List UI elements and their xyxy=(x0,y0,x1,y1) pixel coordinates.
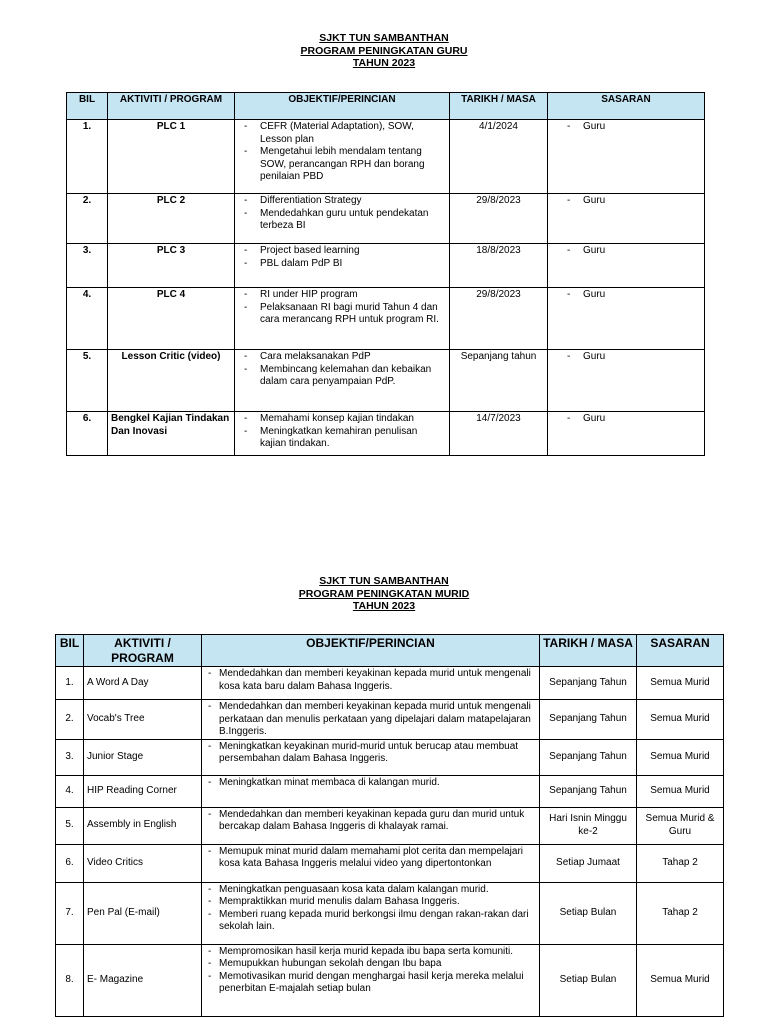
sasaran-cell: Tahap 2 xyxy=(637,844,724,882)
objektif-item: - Mendedahkan dan memberi keyakinan kepada murid untuk mengenali perkataan dan menulis perkataan yang dipelajari dalam matapelajaran B.Inggeris. xyxy=(205,701,536,739)
objektif-cell xyxy=(202,882,540,944)
tarikh-cell: Hari Isnin Minggu ke-2 xyxy=(540,807,637,844)
objektif-item: - Mendedahkan dan memberi keyakinan kepada guru dan murid untuk bercakap dalam Bahasa Inggeris di khalayak ramai. xyxy=(205,809,536,834)
tarikh-cell: 29/8/2023 xyxy=(450,194,548,244)
guru-header-row xyxy=(67,93,705,120)
sasaran-text: Guru xyxy=(583,413,606,424)
bil-cell: 8. xyxy=(56,944,84,1016)
murid-program-title: PROGRAM PENINGKATAN MURID xyxy=(298,587,470,600)
sasaran-cell xyxy=(548,194,705,244)
tarikh-cell: Sepanjang Tahun xyxy=(540,775,637,807)
aktiviti-cell: Junior Stage xyxy=(84,739,202,775)
table-row xyxy=(56,844,724,882)
objektif-item: - Memupuk minat murid dalam memahami plot cerita dan mempelajari kosa kata Bahasa Inggeris melalui video yang dipertontonkan xyxy=(205,846,536,871)
objektif-item: - Memotivasikan murid dengan menghargai hasil kerja mereka melalui penerbitan E-majalah setiap bulan xyxy=(205,971,536,996)
header-tarikh: TARIKH / MASA xyxy=(450,93,548,120)
header-objektif: OBJEKTIF/PERINCIAN xyxy=(202,635,540,667)
header-aktiviti: AKTIVITI / PROGRAM xyxy=(84,635,202,667)
table-row xyxy=(67,350,705,412)
objektif-cell xyxy=(202,667,540,700)
bil-cell: 5. xyxy=(67,350,108,412)
aktiviti-cell: Pen Pal (E-mail) xyxy=(84,882,202,944)
header-objektif: OBJEKTIF/PERINCIAN xyxy=(235,93,450,120)
sasaran-item xyxy=(551,121,701,134)
aktiviti-cell: Video Critics xyxy=(84,844,202,882)
header-sasaran: SASARAN xyxy=(637,635,724,667)
sasaran-cell xyxy=(548,120,705,194)
tarikh-cell: 29/8/2023 xyxy=(450,288,548,350)
objektif-item: - Meningkatkan keyakinan murid-murid untuk berucap atau membuat persembahan dalam Bahasa Inggeris. xyxy=(205,741,536,766)
table-row xyxy=(56,882,724,944)
bil-cell: 1. xyxy=(56,667,84,700)
objektif-item: - Membincang kelemahan dan kebaikan dalam cara penyampaian PdP. xyxy=(238,364,446,389)
header-sasaran: SASARAN xyxy=(548,93,705,120)
aktiviti-cell: A Word A Day xyxy=(84,667,202,700)
objektif-item: - RI under HIP program xyxy=(238,289,446,302)
sasaran-item xyxy=(551,195,701,208)
guru-program-title: PROGRAM PENINGKATAN GURU xyxy=(300,44,468,57)
objektif-item: - Mendedahkan guru untuk pendekatan terbeza BI xyxy=(238,208,446,233)
tarikh-cell: Sepanjang Tahun xyxy=(540,739,637,775)
sasaran-cell: Semua Murid xyxy=(637,700,724,740)
bil-cell: 6. xyxy=(67,412,108,456)
sasaran-cell: Semua Murid xyxy=(637,775,724,807)
tarikh-cell: 18/8/2023 xyxy=(450,244,548,288)
header-bil: BIL xyxy=(56,635,84,667)
guru-year-title: TAHUN 2023 xyxy=(352,57,416,70)
objektif-cell xyxy=(235,350,450,412)
objektif-cell xyxy=(202,807,540,844)
bil-cell: 2. xyxy=(56,700,84,740)
bil-cell: 7. xyxy=(56,882,84,944)
aktiviti-cell: PLC 4 xyxy=(108,288,235,350)
objektif-item: - Meningkatkan penguasaan kosa kata dalam kalangan murid. xyxy=(205,884,536,897)
sasaran-text: Guru xyxy=(583,121,606,132)
sasaran-item xyxy=(551,413,701,426)
table-row xyxy=(67,244,705,288)
objektif-item: - Memahami konsep kajian tindakan xyxy=(238,413,446,426)
murid-school-title: SJKT TUN SAMBANTHAN xyxy=(319,575,449,587)
objektif-cell xyxy=(202,775,540,807)
sasaran-text: Guru xyxy=(583,195,606,206)
bil-cell: 6. xyxy=(56,844,84,882)
aktiviti-cell: PLC 1 xyxy=(108,120,235,194)
sasaran-cell: Semua Murid & Guru xyxy=(637,807,724,844)
objektif-cell xyxy=(202,944,540,1016)
objektif-item: - Meningkatkan kemahiran penulisan kajian tindakan. xyxy=(238,426,446,451)
table-row xyxy=(67,288,705,350)
objektif-item: - Mendedahkan dan memberi keyakinan kepada murid untuk mengenali kosa kata baru dalam Bahasa Inggeris. xyxy=(205,668,536,693)
table-row xyxy=(56,944,724,1016)
bil-cell: 5. xyxy=(56,807,84,844)
header-bil: BIL xyxy=(67,93,108,120)
table-row xyxy=(67,412,705,456)
table-row xyxy=(67,120,705,194)
sasaran-cell: Semua Murid xyxy=(637,739,724,775)
tarikh-cell: Setiap Bulan xyxy=(540,944,637,1016)
tarikh-cell: 14/7/2023 xyxy=(450,412,548,456)
bil-cell: 3. xyxy=(67,244,108,288)
bil-cell: 1. xyxy=(67,120,108,194)
aktiviti-cell: PLC 3 xyxy=(108,244,235,288)
objektif-cell xyxy=(235,120,450,194)
tarikh-cell: Sepanjang tahun xyxy=(450,350,548,412)
sasaran-text: Guru xyxy=(583,351,606,362)
header-tarikh: TARIKH / MASA xyxy=(540,635,637,667)
objektif-item: - Memberi ruang kepada murid berkongsi ilmu dengan rakan-rakan dari sekolah lain. xyxy=(205,909,536,934)
table-row xyxy=(56,775,724,807)
table-row xyxy=(67,194,705,244)
murid-program-table xyxy=(55,634,724,1017)
sasaran-item xyxy=(551,245,701,258)
objektif-item: - PBL dalam PdP BI xyxy=(238,258,446,271)
objektif-item: - Cara melaksanakan PdP xyxy=(238,351,446,364)
table-row xyxy=(56,807,724,844)
aktiviti-cell: Assembly in English xyxy=(84,807,202,844)
aktiviti-cell: Bengkel Kajian Tindakan Dan Inovasi xyxy=(108,412,235,456)
guru-program-table xyxy=(66,92,705,456)
aktiviti-cell: Lesson Critic (video) xyxy=(108,350,235,412)
sasaran-text: Guru xyxy=(583,289,606,300)
murid-header-row xyxy=(56,635,724,667)
sasaran-item xyxy=(551,289,701,302)
objektif-item: - Mempraktikkan murid menulis dalam Bahasa Inggeris. xyxy=(205,896,536,909)
objektif-item: - Mengetahui lebih mendalam tentang SOW, perancangan RPH dan borang penilaian PBD xyxy=(238,146,446,184)
sasaran-cell: Semua Murid xyxy=(637,667,724,700)
objektif-cell xyxy=(202,739,540,775)
objektif-cell xyxy=(235,288,450,350)
table-row xyxy=(56,667,724,700)
objektif-item: - Differentiation Strategy xyxy=(238,195,446,208)
tarikh-cell: Sepanjang Tahun xyxy=(540,667,637,700)
table-row xyxy=(56,700,724,740)
objektif-cell xyxy=(235,244,450,288)
objektif-item: - CEFR (Material Adaptation), SOW, Lesson plan xyxy=(238,121,446,146)
sasaran-cell xyxy=(548,350,705,412)
aktiviti-cell: PLC 2 xyxy=(108,194,235,244)
bil-cell: 4. xyxy=(67,288,108,350)
sasaran-text: Guru xyxy=(583,245,606,256)
sasaran-cell: Tahap 2 xyxy=(637,882,724,944)
sasaran-cell xyxy=(548,412,705,456)
objektif-cell xyxy=(202,844,540,882)
tarikh-cell: Setiap Bulan xyxy=(540,882,637,944)
bil-cell: 4. xyxy=(56,775,84,807)
aktiviti-cell: HIP Reading Corner xyxy=(84,775,202,807)
bil-cell: 3. xyxy=(56,739,84,775)
objektif-cell xyxy=(235,194,450,244)
sasaran-cell xyxy=(548,288,705,350)
tarikh-cell: Setiap Jumaat xyxy=(540,844,637,882)
sasaran-cell: Semua Murid xyxy=(637,944,724,1016)
murid-year-title: TAHUN 2023 xyxy=(352,600,416,613)
header-aktiviti: AKTIVITI / PROGRAM xyxy=(108,93,235,120)
aktiviti-cell: Vocab's Tree xyxy=(84,700,202,740)
objektif-item: - Pelaksanaan RI bagi murid Tahun 4 dan cara merancang RPH untuk program RI. xyxy=(238,302,446,327)
guru-heading xyxy=(0,32,768,70)
table-row xyxy=(56,739,724,775)
objektif-item: - Mempromosikan hasil kerja murid kepada ibu bapa serta komuniti. xyxy=(205,946,536,959)
aktiviti-cell: E- Magazine xyxy=(84,944,202,1016)
murid-heading xyxy=(0,575,768,613)
tarikh-cell: 4/1/2024 xyxy=(450,120,548,194)
objektif-item: - Project based learning xyxy=(238,245,446,258)
objektif-cell xyxy=(235,412,450,456)
objektif-item: - Meningkatkan minat membaca di kalangan murid. xyxy=(205,777,536,790)
guru-school-title: SJKT TUN SAMBANTHAN xyxy=(319,32,449,44)
tarikh-cell: Sepanjang Tahun xyxy=(540,700,637,740)
sasaran-item xyxy=(551,351,701,364)
sasaran-cell xyxy=(548,244,705,288)
objektif-cell xyxy=(202,700,540,740)
bil-cell: 2. xyxy=(67,194,108,244)
objektif-item: - Memupukkan hubungan sekolah dengan Ibu bapa xyxy=(205,958,536,971)
